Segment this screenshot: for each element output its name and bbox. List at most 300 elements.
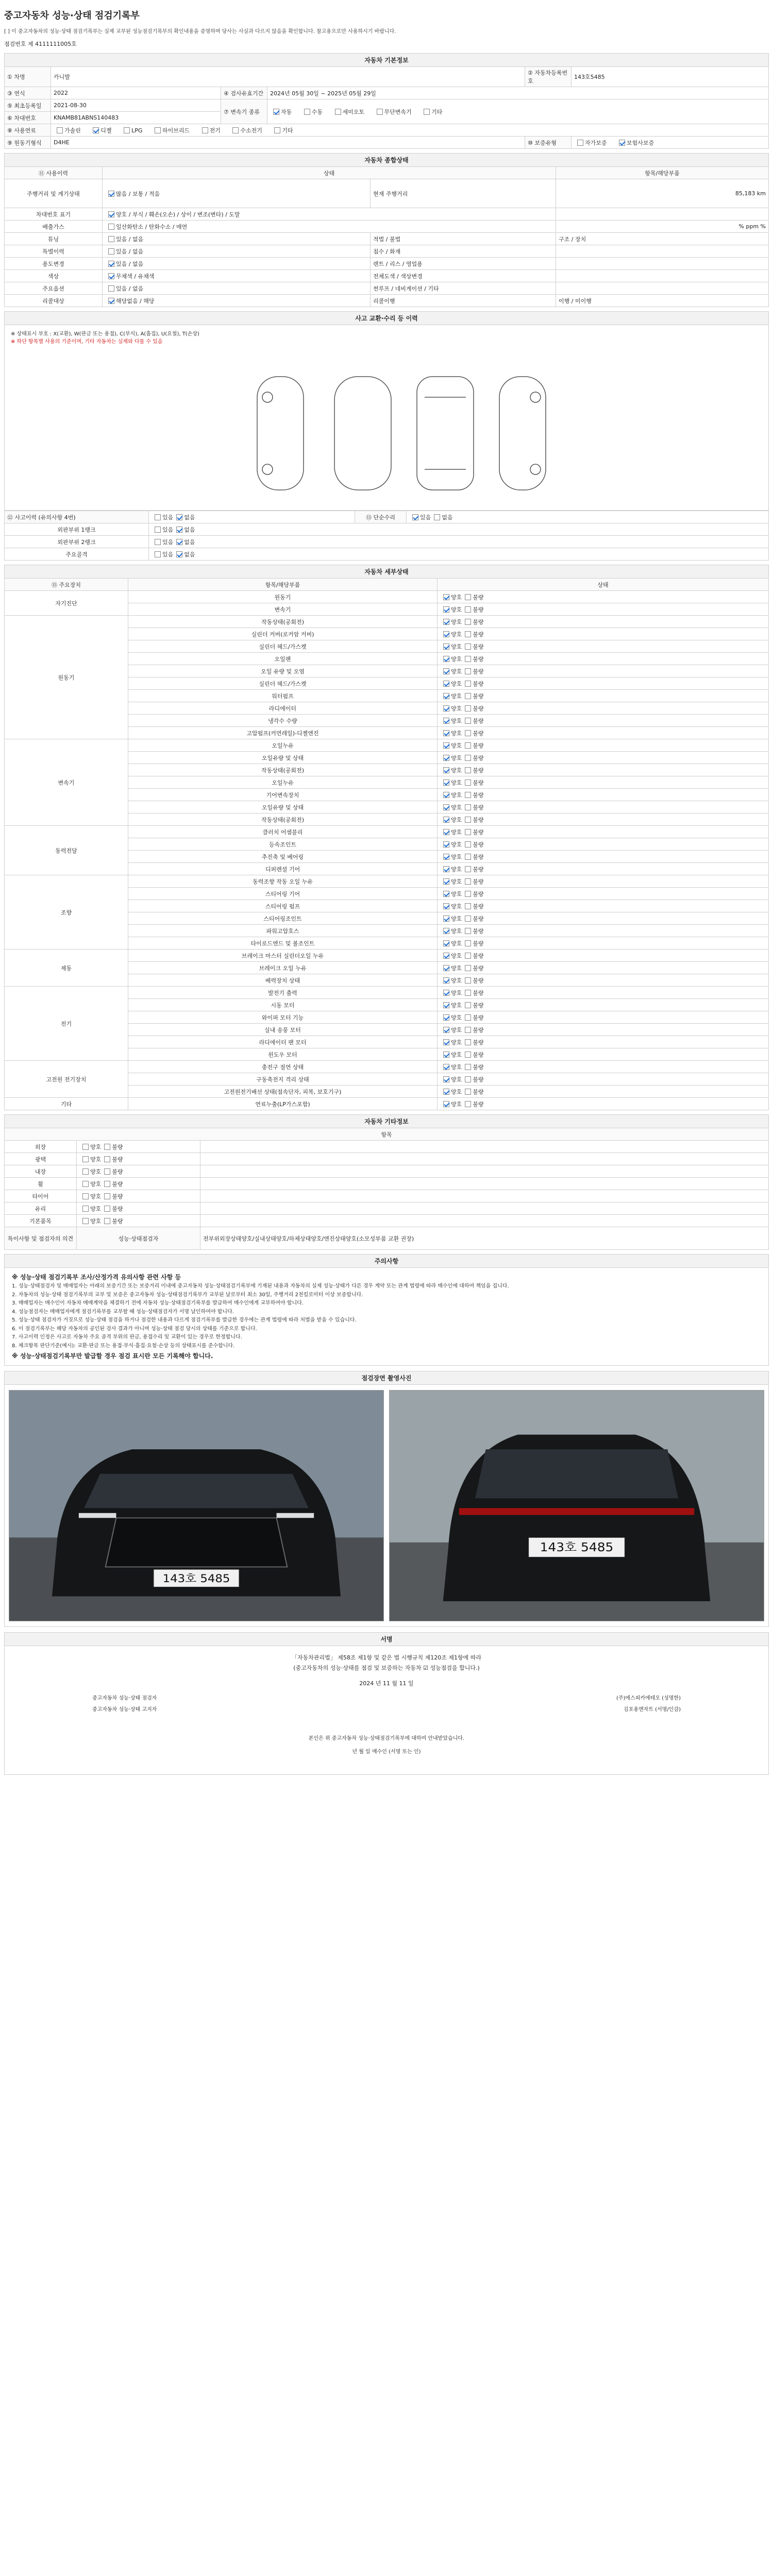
checkbox-icon[interactable]	[443, 953, 449, 959]
checkbox-icon[interactable]	[443, 1002, 449, 1008]
detail-group-label: 기타	[5, 1098, 128, 1110]
checkbox-icon[interactable]	[443, 718, 449, 724]
extra-row-options: 양호 불량	[77, 1153, 200, 1165]
checkbox-icon[interactable]	[465, 619, 471, 625]
checkbox-icon[interactable]	[465, 829, 471, 835]
detail-group-label: 고전원 전기장치	[5, 1061, 128, 1098]
total-row-status: 있음 / 없음	[103, 245, 371, 258]
checkbox-icon[interactable]	[465, 928, 471, 934]
total-row-label: 차대번호 표기	[5, 208, 103, 221]
detail-item-status: 양호 불량	[438, 900, 769, 912]
caution-line: 8. 체크항목 판단기준(예시): 교환·판금 또는 용접·부식·흠집·요철·손상 등의 상태표시를 준수합니다.	[12, 1343, 235, 1349]
detail-item-status: 양호 불량	[438, 603, 769, 616]
sign-text-2: (중고자동차의 성능·상태를 점검 및 보증하는 자동차 ☑ 성능점검을 합니다.)	[293, 1664, 480, 1671]
checkbox-icon[interactable]	[465, 594, 471, 600]
checkbox-icon[interactable]	[108, 224, 114, 230]
checkbox-icon[interactable]	[443, 804, 449, 810]
checkbox-icon[interactable]	[443, 829, 449, 835]
checkbox-icon[interactable]	[443, 866, 449, 872]
label-warranty: ⑩ 보증유형	[525, 137, 572, 149]
checkbox-icon[interactable]	[465, 742, 471, 749]
total-row-status: 해당없음 / 해당	[103, 295, 371, 307]
checkbox-icon[interactable]	[443, 792, 449, 798]
checkbox-icon	[155, 127, 161, 133]
checkbox-icon[interactable]	[443, 1101, 449, 1107]
detail-header-2: 항목/해당부품	[128, 579, 438, 591]
detail-group-label: 동력전달	[5, 826, 128, 875]
checkbox-icon[interactable]	[465, 903, 471, 909]
section-accident-history: 사고 교환·수리 등 이력	[5, 312, 769, 325]
detail-item-status: 양호 불량	[438, 826, 769, 838]
extra-row-note	[200, 1202, 769, 1215]
checkbox-icon[interactable]	[443, 681, 449, 687]
checkbox-icon[interactable]	[443, 891, 449, 897]
checkbox-icon[interactable]	[443, 1076, 449, 1082]
detail-item-label: 작동상태(공회전)	[128, 764, 438, 776]
label-inspection-period: ④ 검사유효기간	[221, 87, 267, 99]
checkbox-icon	[273, 109, 279, 115]
checkbox-icon[interactable]	[443, 817, 449, 823]
notice-text: [ ] 이 중고자동차의 성능·상태 점검기록부는 실제 교부된 성능점검기록부의 확인내용을 증명하며 당사는 사실과 다르지 않음을 확인합니다. 참고용으로만 사용하시기 바랍니다.	[4, 29, 396, 35]
detail-item-status: 양호 불량	[438, 1048, 769, 1061]
checkbox-icon[interactable]	[465, 656, 471, 662]
detail-row	[5, 875, 769, 888]
checkbox-icon[interactable]	[443, 705, 449, 711]
checkbox-icon[interactable]	[82, 1206, 89, 1212]
total-row-label: 특별이력	[5, 245, 103, 258]
extra-row-label: 유리	[5, 1202, 77, 1215]
checkbox-icon[interactable]	[108, 261, 114, 267]
checkbox-icon[interactable]	[104, 1193, 110, 1199]
checkbox-icon[interactable]	[465, 668, 471, 674]
checkbox-icon[interactable]	[443, 1064, 449, 1070]
detail-item-label: 원동기	[128, 591, 438, 603]
total-header-3: 항목/해당부품	[556, 167, 769, 179]
detail-item-label: 충전구 절연 상태	[128, 1061, 438, 1073]
transmission-cvt[interactable]: 무단변속기	[374, 108, 412, 116]
extra-row-options: 양호 불량	[77, 1141, 200, 1153]
car-outline-diagram	[247, 366, 556, 500]
checkbox-icon[interactable]	[465, 804, 471, 810]
total-row-value: 이행 / 미이행	[556, 295, 769, 307]
detail-item-label: 오일 유량 및 오염	[128, 665, 438, 677]
transmission-other[interactable]: 기타	[421, 108, 442, 116]
section-total-status: 자동차 종합상태	[5, 154, 769, 167]
label-car-name: ① 차명	[5, 67, 51, 87]
extra-row-label: 휠	[5, 1178, 77, 1190]
extra-row-label: 외장	[5, 1141, 77, 1153]
sign-right-1[interactable]: (주)에스피카에테오 (성명한)	[616, 1695, 681, 1701]
detail-group-label: 원동기	[5, 616, 128, 739]
fuel-hybrid[interactable]: 하이브리드	[152, 126, 190, 134]
transmission-auto[interactable]: 자동	[270, 108, 292, 116]
checkbox-icon[interactable]	[108, 236, 114, 242]
detail-item-label: 기어변속장치	[128, 789, 438, 801]
label-accident: ⑫ 사고이력 (유의사항 4번)	[5, 511, 149, 523]
caution-line: 5. 성능·상태 점검자가 거짓으로 성능·상태 점검을 하거나 점검한 내용과 다르게 점검기록부를 발급한 경우에는 관계 법령에 따라 처벌을 받을 수 있습니다.	[12, 1317, 357, 1324]
checkbox-icon[interactable]	[465, 940, 471, 946]
checkbox-icon[interactable]	[104, 1181, 110, 1187]
label-first-registration: ⑤ 최초등록일	[5, 99, 51, 112]
sign-right-2[interactable]: 김포용앤자트 (서명/인감)	[624, 1706, 681, 1713]
checkbox-icon[interactable]	[108, 248, 114, 255]
checkbox-icon[interactable]	[465, 916, 471, 922]
checkbox-icon[interactable]	[465, 1089, 471, 1095]
detail-item-label: 실린더 커버(로커암 커버)	[128, 628, 438, 640]
checkbox-icon[interactable]	[176, 514, 182, 520]
document-number: 점검번호 제 4111111005호	[4, 41, 77, 47]
total-row-label: 리콜대상	[5, 295, 103, 307]
checkbox-icon[interactable]	[443, 619, 449, 625]
caution-header	[4, 1254, 769, 1268]
detail-item-status: 양호 불량	[438, 616, 769, 628]
extra-row-options: 양호 불량	[77, 1165, 200, 1178]
checkbox-icon[interactable]	[443, 916, 449, 922]
checkbox-icon[interactable]	[176, 539, 182, 545]
extra-row	[5, 1190, 769, 1202]
checkbox-icon[interactable]	[443, 928, 449, 934]
checkbox-icon[interactable]	[443, 656, 449, 662]
checkbox-icon[interactable]	[443, 878, 449, 885]
detail-item-label: 스티어링 기어	[128, 888, 438, 900]
page-title: 중고자동차 성능·상태 점검기록부	[4, 10, 140, 21]
section-photos: 점검장면 촬영사진	[5, 1371, 769, 1384]
mileage-value: 85,183 km	[556, 179, 769, 208]
detail-row	[5, 826, 769, 838]
checkbox-icon[interactable]	[443, 854, 449, 860]
emission-units: % ppm %	[556, 221, 769, 233]
checkbox-icon[interactable]	[443, 779, 449, 786]
extra-row	[5, 1215, 769, 1227]
detail-item-status: 양호 불량	[438, 764, 769, 776]
checkbox-icon[interactable]	[104, 1168, 110, 1175]
detail-item-label: 파워고압호스	[128, 925, 438, 937]
fuel-hydrogen[interactable]: 수소전기	[229, 126, 262, 134]
detail-item-label: 작동상태(공회전)	[128, 616, 438, 628]
detail-item-label: 고전원전기배선 상태(접속단자, 피복, 보호기구)	[128, 1086, 438, 1098]
checkbox-icon[interactable]	[443, 1089, 449, 1095]
extra-info-body	[5, 1141, 769, 1227]
transmission-semi[interactable]: 세미오토	[332, 108, 365, 116]
checkbox-icon[interactable]	[443, 594, 449, 600]
detail-item-status: 양호 불량	[438, 702, 769, 715]
total-row-status: 양호 / 부식 / 훼손(오손) / 상이 / 변조(변타) / 도말	[103, 208, 556, 221]
checkbox-icon[interactable]	[104, 1218, 110, 1224]
detail-item-label: 브레이크 마스터 실린더오일 누유	[128, 950, 438, 962]
photo-header	[4, 1371, 769, 1385]
fuel-electric[interactable]: 전기	[199, 126, 221, 134]
detail-item-label: 오일팬	[128, 653, 438, 665]
extra-row-label: 기본품목	[5, 1215, 77, 1227]
label-outer-rank1: 외판부위 1랭크	[5, 523, 149, 536]
total-row-value: 구조 / 장치	[556, 233, 769, 245]
detail-row	[5, 591, 769, 603]
rear-photo[interactable]	[389, 1390, 764, 1621]
checkbox-icon[interactable]	[465, 606, 471, 613]
checkbox-icon[interactable]	[443, 755, 449, 761]
checkbox-icon[interactable]	[465, 866, 471, 872]
checkbox-icon	[124, 127, 130, 133]
sign-text-1: 「자동차관리법」 제58조 제1항 및 같은 법 시행규칙 제120조 제1항에 따라	[291, 1654, 482, 1661]
detail-item-label: 발전기 출력	[128, 987, 438, 999]
label-fuel: ⑧ 사용연료	[5, 124, 51, 137]
detail-item-label: 추진축 및 베어링	[128, 851, 438, 863]
checkbox-icon[interactable]	[82, 1181, 89, 1187]
checkbox-icon[interactable]	[465, 817, 471, 823]
checkbox-icon[interactable]	[443, 606, 449, 613]
checkbox-icon[interactable]	[465, 705, 471, 711]
section-detail-status: 자동차 세부상태	[5, 565, 769, 579]
total-row-value	[556, 282, 769, 295]
checkbox-icon[interactable]	[104, 1156, 110, 1162]
total-row-status: 있음 / 없음	[103, 282, 371, 295]
engine-type-value: D4HE	[51, 137, 525, 149]
checkbox-icon[interactable]	[443, 643, 449, 650]
warranty-self[interactable]: 자가보증	[574, 139, 607, 147]
checkbox-icon[interactable]	[108, 191, 114, 197]
checkbox-icon[interactable]	[443, 742, 449, 749]
checkbox-icon[interactable]	[465, 643, 471, 650]
outer-rank1-options: 있음 없음	[149, 523, 769, 536]
checkbox-icon[interactable]	[465, 990, 471, 996]
checkbox-icon[interactable]	[465, 965, 471, 971]
detail-status-table	[4, 565, 769, 1110]
detail-header-1: ⑮ 주요장치	[5, 579, 128, 591]
extra-info-table	[4, 1114, 769, 1250]
checkbox-icon[interactable]	[155, 527, 161, 533]
checkbox-icon	[577, 140, 583, 146]
diagram-legend: ※ 상태표시 부호 : X(교환), W(판금 또는 용접), C(부식), A(흠집), U(요철), T(손상) ※ 하단 항목별 사용의 기준이며, 기타 자동차는 실제와 다를 수 있음	[11, 331, 199, 345]
caution-line: 1. 성능·상태점검자 및 매매업자는 아래의 보증기간 또는 보증거리 이내에 중고자동차 성능·상태점검기록부에 기재된 내용과 자동차의 실제 성능·상태가 다른 경우 계약 또는 관계 법령에 따라 매수인에 대하여 책임을 집니다.	[12, 1283, 509, 1290]
checkbox-icon[interactable]	[443, 903, 449, 909]
detail-item-status: 양호 불량	[438, 591, 769, 603]
caution-line: 7. 사고이력 인정은 사고로 자동차 주요 골격 부위의 판금, 용접수리 및 교환이 있는 경우로 한정합니다.	[12, 1334, 242, 1341]
extra-row	[5, 1141, 769, 1153]
checkbox-icon[interactable]	[465, 1014, 471, 1021]
sign-header	[4, 1632, 769, 1646]
warranty-insurer[interactable]: 보험사보증	[616, 139, 654, 147]
checkbox-icon[interactable]	[82, 1193, 89, 1199]
detail-group-label: 조향	[5, 875, 128, 950]
detail-item-status: 양호 불량	[438, 875, 769, 888]
detail-item-status: 양호 불량	[438, 677, 769, 690]
checkbox-icon[interactable]	[465, 891, 471, 897]
checkbox-icon[interactable]	[465, 1027, 471, 1033]
checkbox-icon[interactable]	[176, 551, 182, 557]
detail-group-label: 제동	[5, 950, 128, 987]
detail-item-label: 스티어링조인트	[128, 912, 438, 925]
checkbox-icon[interactable]	[443, 841, 449, 848]
detail-item-status: 양호 불량	[438, 776, 769, 789]
detail-item-label: 윈도우 모터	[128, 1048, 438, 1061]
extra-row-options: 양호 불량	[77, 1190, 200, 1202]
checkbox-icon[interactable]	[465, 1076, 471, 1082]
detail-item-label: 변속기	[128, 603, 438, 616]
extra-row-note	[200, 1215, 769, 1227]
total-row-label: 색상	[5, 270, 103, 282]
detail-header-3: 상태	[438, 579, 769, 591]
checkbox-icon[interactable]	[465, 841, 471, 848]
checkbox-icon[interactable]	[465, 1039, 471, 1045]
detail-item-status: 양호 불량	[438, 727, 769, 739]
checkbox-icon[interactable]	[443, 1052, 449, 1058]
checkbox-icon[interactable]	[443, 1039, 449, 1045]
fuel-other[interactable]: 기타	[271, 126, 293, 134]
checkbox-icon	[202, 127, 208, 133]
checkbox-icon[interactable]	[465, 953, 471, 959]
checkbox-icon[interactable]	[108, 285, 114, 292]
checkbox-icon[interactable]	[465, 730, 471, 736]
extra-row	[5, 1178, 769, 1190]
total-header-1: ⑪ 사용이력	[5, 167, 103, 179]
detail-item-label: 스티어링 펌프	[128, 900, 438, 912]
checkbox-icon[interactable]	[434, 514, 440, 520]
total-row-detail: 적법 / 불법	[371, 233, 556, 245]
detail-item-status: 양호 불량	[438, 974, 769, 987]
checkbox-icon[interactable]	[108, 211, 114, 217]
extra-row-note	[200, 1165, 769, 1178]
detail-item-label: 라디에이터	[128, 702, 438, 715]
detail-item-status: 양호 불량	[438, 1098, 769, 1110]
checkbox-icon[interactable]	[443, 965, 449, 971]
detail-row	[5, 950, 769, 962]
checkbox-icon[interactable]	[443, 767, 449, 773]
detail-item-status: 양호 불량	[438, 950, 769, 962]
basic-info-table	[4, 53, 769, 149]
section-caution: 주의사항	[5, 1255, 769, 1268]
total-row-detail: 렌트 / 리스 / 영업용	[371, 258, 556, 270]
checkbox-icon[interactable]	[155, 514, 161, 520]
checkbox-icon[interactable]	[443, 730, 449, 736]
checkbox-icon[interactable]	[465, 681, 471, 687]
extra-row	[5, 1202, 769, 1215]
detail-item-label: 등속조인트	[128, 838, 438, 851]
front-photo[interactable]	[9, 1390, 384, 1621]
checkbox-icon[interactable]	[108, 273, 114, 279]
detail-item-label: 클러치 어셈블리	[128, 826, 438, 838]
car-frame-icon	[417, 377, 474, 490]
checkbox-icon[interactable]	[443, 668, 449, 674]
checkbox-icon[interactable]	[104, 1206, 110, 1212]
checkbox-icon[interactable]	[465, 1064, 471, 1070]
checkbox-icon[interactable]	[443, 1014, 449, 1021]
detail-item-label: 배력장치 상태	[128, 974, 438, 987]
checkbox-icon[interactable]	[443, 990, 449, 996]
checkbox-icon[interactable]	[465, 792, 471, 798]
checkbox-icon[interactable]	[465, 779, 471, 786]
extra-row-label: 내장	[5, 1165, 77, 1178]
checkbox-icon[interactable]	[465, 878, 471, 885]
detail-item-status: 양호 불량	[438, 665, 769, 677]
detail-row	[5, 987, 769, 999]
repair-table	[4, 511, 769, 561]
checkbox-icon[interactable]	[465, 718, 471, 724]
checkbox-icon[interactable]	[155, 539, 161, 545]
detail-item-status: 양호 불량	[438, 715, 769, 727]
detail-item-status: 양호 불량	[438, 801, 769, 814]
detail-item-status: 양호 불량	[438, 937, 769, 950]
checkbox-icon[interactable]	[443, 977, 449, 984]
checkbox-icon[interactable]	[465, 1002, 471, 1008]
detail-item-status: 양호 불량	[438, 851, 769, 863]
detail-status-body	[5, 591, 769, 1110]
fuel-diesel[interactable]: 디젤	[90, 126, 111, 134]
total-row-label: 튜닝	[5, 233, 103, 245]
detail-item-label: 와이퍼 모터 기능	[128, 1011, 438, 1024]
total-row-status: 있음 / 없음	[103, 258, 371, 270]
checkbox-icon[interactable]	[82, 1144, 89, 1150]
caution-notes	[4, 1268, 769, 1366]
caution-line: 3. 매매업자는 매수인이 자동차 매매계약을 체결하기 전에 자동차 성능·상태점검기록부를 발급하여 매수인에게 교부하여야 합니다.	[12, 1300, 304, 1307]
detail-item-status: 양호 불량	[438, 1086, 769, 1098]
checkbox-icon[interactable]	[176, 527, 182, 533]
buyer-signature[interactable]: 년 월 일 매수인 (서명 또는 인)	[352, 1749, 421, 1755]
fuel-options	[51, 124, 769, 137]
checkbox-icon[interactable]	[104, 1144, 110, 1150]
total-row-detail: 현재 주행거리	[371, 179, 556, 208]
caution-line: 6. 이 점검기록부는 해당 자동차의 공인된 검사 결과가 아니며 성능·상태 점검 당시의 상태를 기준으로 합니다.	[12, 1326, 257, 1332]
section-basic-info: 자동차 기본정보	[5, 54, 769, 67]
detail-item-status: 양호 불량	[438, 789, 769, 801]
extra-row-options: 양호 불량	[77, 1178, 200, 1190]
extra-row-note	[200, 1141, 769, 1153]
detail-item-status: 양호 불량	[438, 814, 769, 826]
checkbox-icon[interactable]	[465, 977, 471, 984]
checkbox-icon[interactable]	[465, 854, 471, 860]
fuel-lpg[interactable]: LPG	[121, 127, 142, 134]
detail-item-status: 양호 불량	[438, 925, 769, 937]
detail-item-label: 작동상태(공회전)	[128, 814, 438, 826]
detail-row	[5, 739, 769, 752]
checkbox-icon[interactable]	[443, 631, 449, 637]
checkbox-icon[interactable]	[465, 755, 471, 761]
checkbox-icon[interactable]	[82, 1156, 89, 1162]
sign-date: 2024 년 11 월 11 일	[359, 1680, 414, 1687]
total-row-status: 많음 / 보통 / 적음	[103, 179, 371, 208]
fuel-gasoline[interactable]: 가솔린	[54, 126, 81, 134]
label-plate: ② 자동차등록번호	[525, 67, 572, 87]
checkbox-icon[interactable]	[465, 1052, 471, 1058]
detail-item-status: 양호 불량	[438, 653, 769, 665]
checkbox-icon[interactable]	[108, 298, 114, 304]
detail-item-status: 양호 불량	[438, 1073, 769, 1086]
checkbox-icon[interactable]	[82, 1218, 89, 1224]
extra-row-note	[200, 1190, 769, 1202]
checkbox-icon[interactable]	[443, 940, 449, 946]
total-row-value	[556, 270, 769, 282]
detail-item-status: 양호 불량	[438, 1011, 769, 1024]
checkbox-icon[interactable]	[155, 551, 161, 557]
extra-row-options: 양호 불량	[77, 1202, 200, 1215]
detail-item-status: 양호 불량	[438, 628, 769, 640]
detail-row	[5, 1098, 769, 1110]
detail-group-label: 자기진단	[5, 591, 128, 616]
warranty-options	[572, 137, 769, 149]
extra-row-label: 광택	[5, 1153, 77, 1165]
checkbox-icon[interactable]	[465, 631, 471, 637]
sign-text-3: 본인은 위 중고자동차 성능·상태점검기록부에 대하여 안내받았습니다.	[308, 1735, 465, 1741]
checkbox-icon[interactable]	[465, 693, 471, 699]
detail-item-label: 냉각수 수량	[128, 715, 438, 727]
checkbox-icon[interactable]	[82, 1168, 89, 1175]
checkbox-icon[interactable]	[412, 514, 418, 520]
checkbox-icon[interactable]	[465, 1101, 471, 1107]
detail-item-status: 양호 불량	[438, 1036, 769, 1048]
checkbox-icon[interactable]	[443, 693, 449, 699]
transmission-manual[interactable]: 수동	[301, 108, 323, 116]
checkbox-icon[interactable]	[465, 767, 471, 773]
checkbox-icon[interactable]	[443, 1027, 449, 1033]
